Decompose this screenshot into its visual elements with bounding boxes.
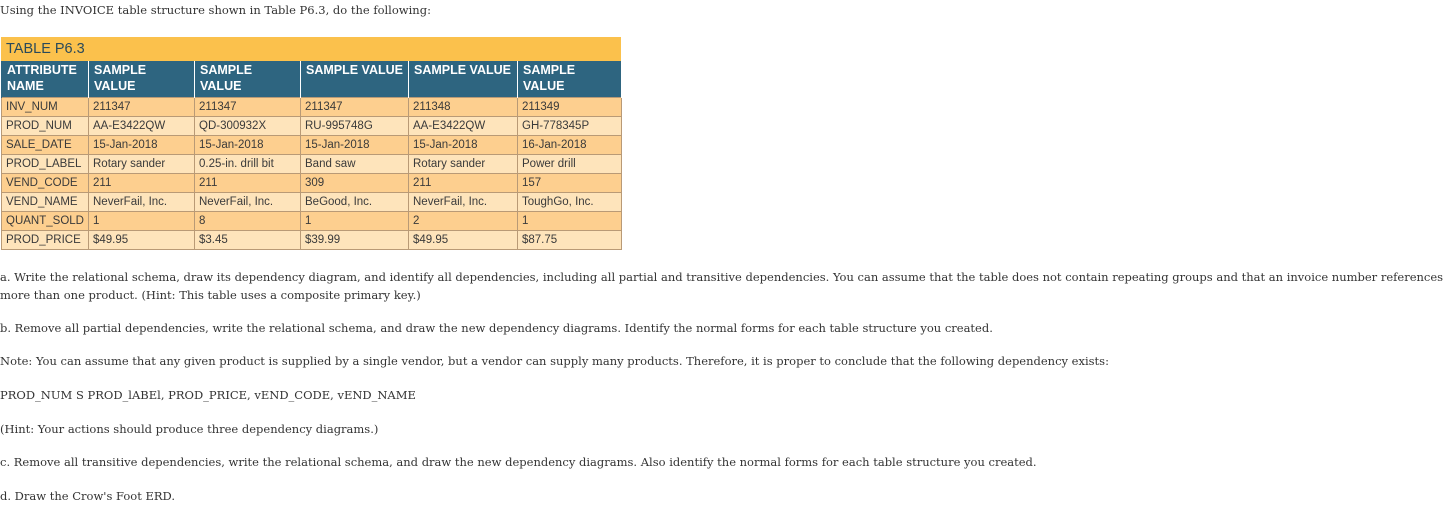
column-header: ATTRIBUTE NAME [2,61,89,98]
table-cell: NeverFail, Inc. [89,193,195,212]
table-cell: PROD_LABEL [2,155,89,174]
table-cell: AA-E3422QW [89,117,195,136]
table-cell: 1 [301,212,409,231]
table-cell: RU-995748G [301,117,409,136]
table-cell: $49.95 [89,231,195,250]
table-cell: 1 [89,212,195,231]
table-cell: SALE_DATE [2,136,89,155]
question-d: d. Draw the Crow's Foot ERD. [0,489,176,503]
table-row [2,117,622,136]
table-cell: QUANT_SOLD [2,212,89,231]
table-row [2,212,622,231]
column-header: SAMPLE VALUE [518,61,622,98]
table-cell: 1 [518,212,622,231]
question-a: a. Write the relational schema, draw its dependency diagram, and identify all dependencies, including all partial and transitive dependencies. You can assume that the table does not contain repeating groups and that an invoice number references more than one product. (Hint: This table uses a composite primary key.) [0,270,1444,302]
table-cell: $49.95 [409,231,518,250]
column-header: SAMPLE VALUE [301,61,409,98]
table-row [2,155,622,174]
table-cell: 309 [301,174,409,193]
table-cell: 15-Jan-2018 [89,136,195,155]
table-cell: AA-E3422QW [409,117,518,136]
table-cell: PROD_PRICE [2,231,89,250]
table-title: TABLE P6.3 [1,37,621,61]
table-cell: 15-Jan-2018 [195,136,301,155]
table-cell: $39.99 [301,231,409,250]
column-header: SAMPLE VALUE [89,61,195,98]
table-row [2,231,622,250]
table-cell: QD-300932X [195,117,301,136]
table-cell: PROD_NUM [2,117,89,136]
table-cell: $3.45 [195,231,301,250]
table-cell: 211 [409,174,518,193]
table-cell: VEND_NAME [2,193,89,212]
table-cell: NeverFail, Inc. [409,193,518,212]
table-cell: 211349 [518,98,622,117]
question-b: b. Remove all partial dependencies, write the relational schema, and draw the new dependency diagrams. Identify the normal forms for each table structure you created. [0,321,993,335]
hint-text: (Hint: Your actions should produce three dependency diagrams.) [0,422,379,436]
table-cell: GH-778345P [518,117,622,136]
table-cell: 2 [409,212,518,231]
table-row [2,136,622,155]
table-cell: 211347 [89,98,195,117]
table-cell: $87.75 [518,231,622,250]
question-c: c. Remove all transitive dependencies, write the relational schema, and draw the new dependency diagrams. Also identify the normal forms for each table structure you created. [0,455,1037,469]
table-cell: VEND_CODE [2,174,89,193]
table-cell: INV_NUM [2,98,89,117]
table-cell: 211348 [409,98,518,117]
table-header-row [2,61,622,98]
table-cell: 211347 [301,98,409,117]
table-row [2,98,622,117]
table-cell: Power drill [518,155,622,174]
dependency-text: PROD_NUM S PROD_lABEl, PROD_PRICE, vEND_CODE, vEND_NAME [0,388,416,402]
table-cell: ToughGo, Inc. [518,193,622,212]
invoice-table-figure [1,37,621,250]
table-row [2,174,622,193]
table-cell: 211347 [195,98,301,117]
table-cell: 211 [195,174,301,193]
table-cell: NeverFail, Inc. [195,193,301,212]
table-cell: Band saw [301,155,409,174]
table-cell: BeGood, Inc. [301,193,409,212]
table-cell: 211 [89,174,195,193]
table-cell: 0.25-in. drill bit [195,155,301,174]
table-cell: Rotary sander [409,155,518,174]
table-cell: 16-Jan-2018 [518,136,622,155]
invoice-table [1,61,622,250]
table-cell: Rotary sander [89,155,195,174]
column-header: SAMPLE VALUE [409,61,518,98]
table-cell: 8 [195,212,301,231]
column-header: SAMPLE VALUE [195,61,301,98]
intro-text: Using the INVOICE table structure shown in Table P6.3, do the following: [0,3,431,17]
table-cell: 15-Jan-2018 [301,136,409,155]
table-cell: 15-Jan-2018 [409,136,518,155]
table-cell: 157 [518,174,622,193]
table-row [2,193,622,212]
note-text: Note: You can assume that any given product is supplied by a single vendor, but a vendor can supply many products. Therefore, it is proper to conclude that the following dependency exists: [0,354,1109,368]
